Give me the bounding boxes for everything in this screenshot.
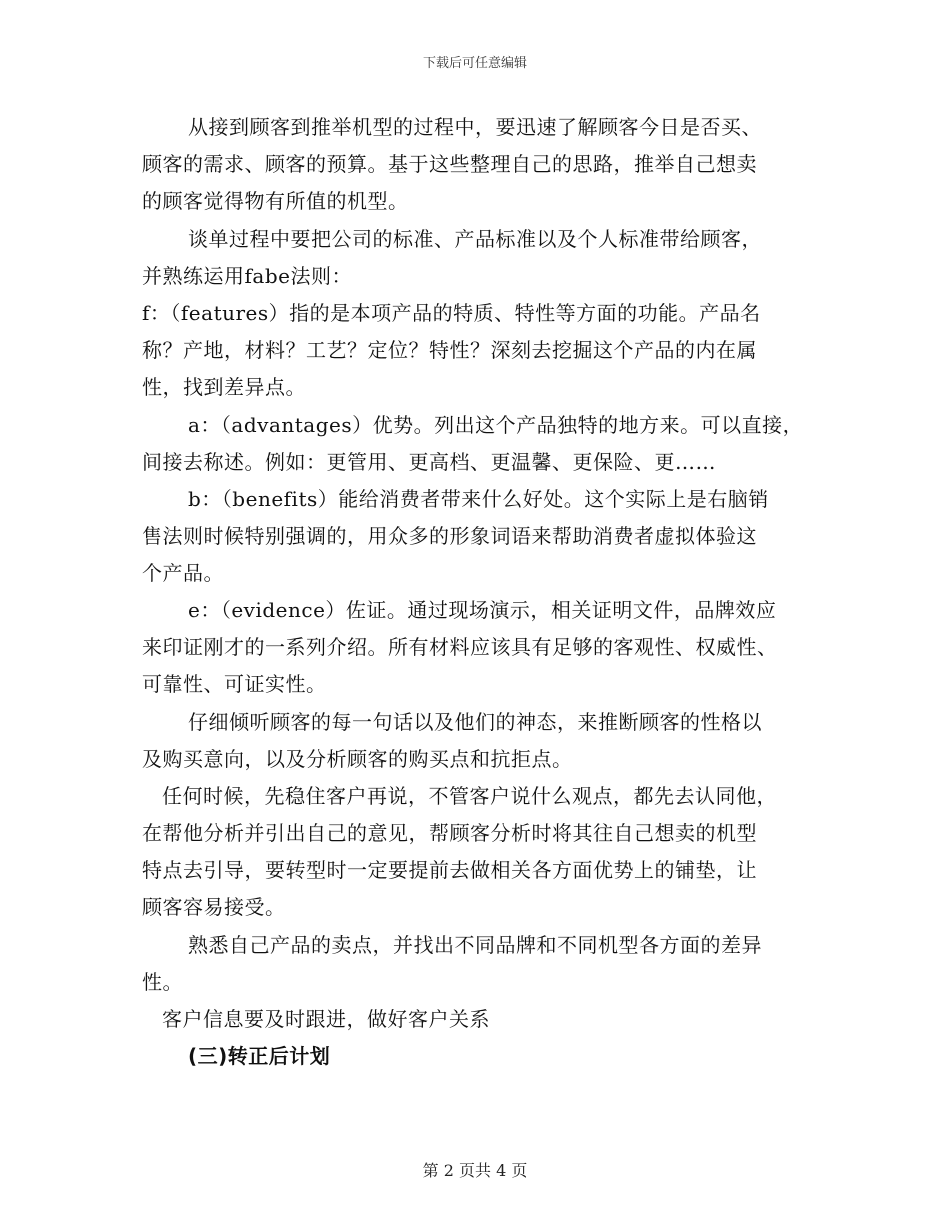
page-footer: 第 2 页共 4 页: [422, 1161, 528, 1180]
paragraph-line: 个产品。: [142, 561, 224, 585]
paragraph-line: b：（benefits）能给消费者带来什么好处。这个实际上是右脑销: [188, 487, 769, 511]
paragraph-line: 熟悉自己产品的卖点，并找出不同品牌和不同机型各方面的差异: [188, 933, 762, 957]
paragraph-line: 称？产地，材料？工艺？定位？特性？深刻去挖掘这个产品的内在属: [142, 338, 757, 362]
paragraph-line: 顾客容易接受。: [142, 895, 286, 919]
page-header: 下载后可任意编辑: [422, 56, 527, 71]
paragraph-line: 可靠性、可证实性。: [142, 672, 327, 696]
paragraph-line: 的顾客觉得物有所值的机型。: [142, 189, 409, 213]
section-heading: (三)转正后计划: [188, 1044, 331, 1068]
paragraph-line: 从接到顾客到推举机型的过程中，要迅速了解顾客今日是否买、: [188, 115, 762, 139]
paragraph-line: 并熟练运用fabe法则：: [142, 264, 352, 288]
paragraph-line: 在帮他分析并引出自己的意见，帮顾客分析时将其往自己想卖的机型: [142, 821, 757, 845]
paragraph-line: 售法则时候特别强调的，用众多的形象词语来帮助消费者虚拟体验这: [142, 524, 757, 548]
paragraph-line: 及购买意向，以及分析顾客的购买点和抗拒点。: [142, 747, 573, 771]
paragraph-line: 任何时候，先稳住客户再说，不管客户说什么观点，都先去认同他，: [162, 784, 777, 808]
paragraph-line: 来印证刚才的一系列介绍。所有材料应该具有足够的客观性、权威性、: [142, 635, 778, 659]
paragraph-line: 特点去引导，要转型时一定要提前去做相关各方面优势上的铺垫，让: [142, 858, 757, 882]
paragraph-line: 顾客的需求、顾客的预算。基于这些整理自己的思路，推举自己想卖: [142, 152, 757, 176]
paragraph-line: 性，找到差异点。: [142, 375, 306, 399]
paragraph-line: 间接去称述。例如：更管用、更高档、更温馨、更保险、更……: [142, 450, 716, 474]
paragraph-line: 性。: [142, 970, 183, 994]
paragraph-line: 谈单过程中要把公司的标准、产品标准以及个人标准带给顾客，: [188, 227, 762, 251]
paragraph-line: 客户信息要及时跟进，做好客户关系: [162, 1007, 490, 1031]
paragraph-line: 仔细倾听顾客的每一句话以及他们的神态，来推断顾客的性格以: [188, 710, 762, 734]
paragraph-line: f：（features）指的是本项产品的特质、特性等方面的功能。产品名: [142, 301, 761, 325]
paragraph-line: e：（evidence）佐证。通过现场演示，相关证明文件，品牌效应: [188, 598, 777, 622]
paragraph-line: a：（advantages）优势。列出这个产品独特的地方来。可以直接，: [188, 413, 804, 437]
